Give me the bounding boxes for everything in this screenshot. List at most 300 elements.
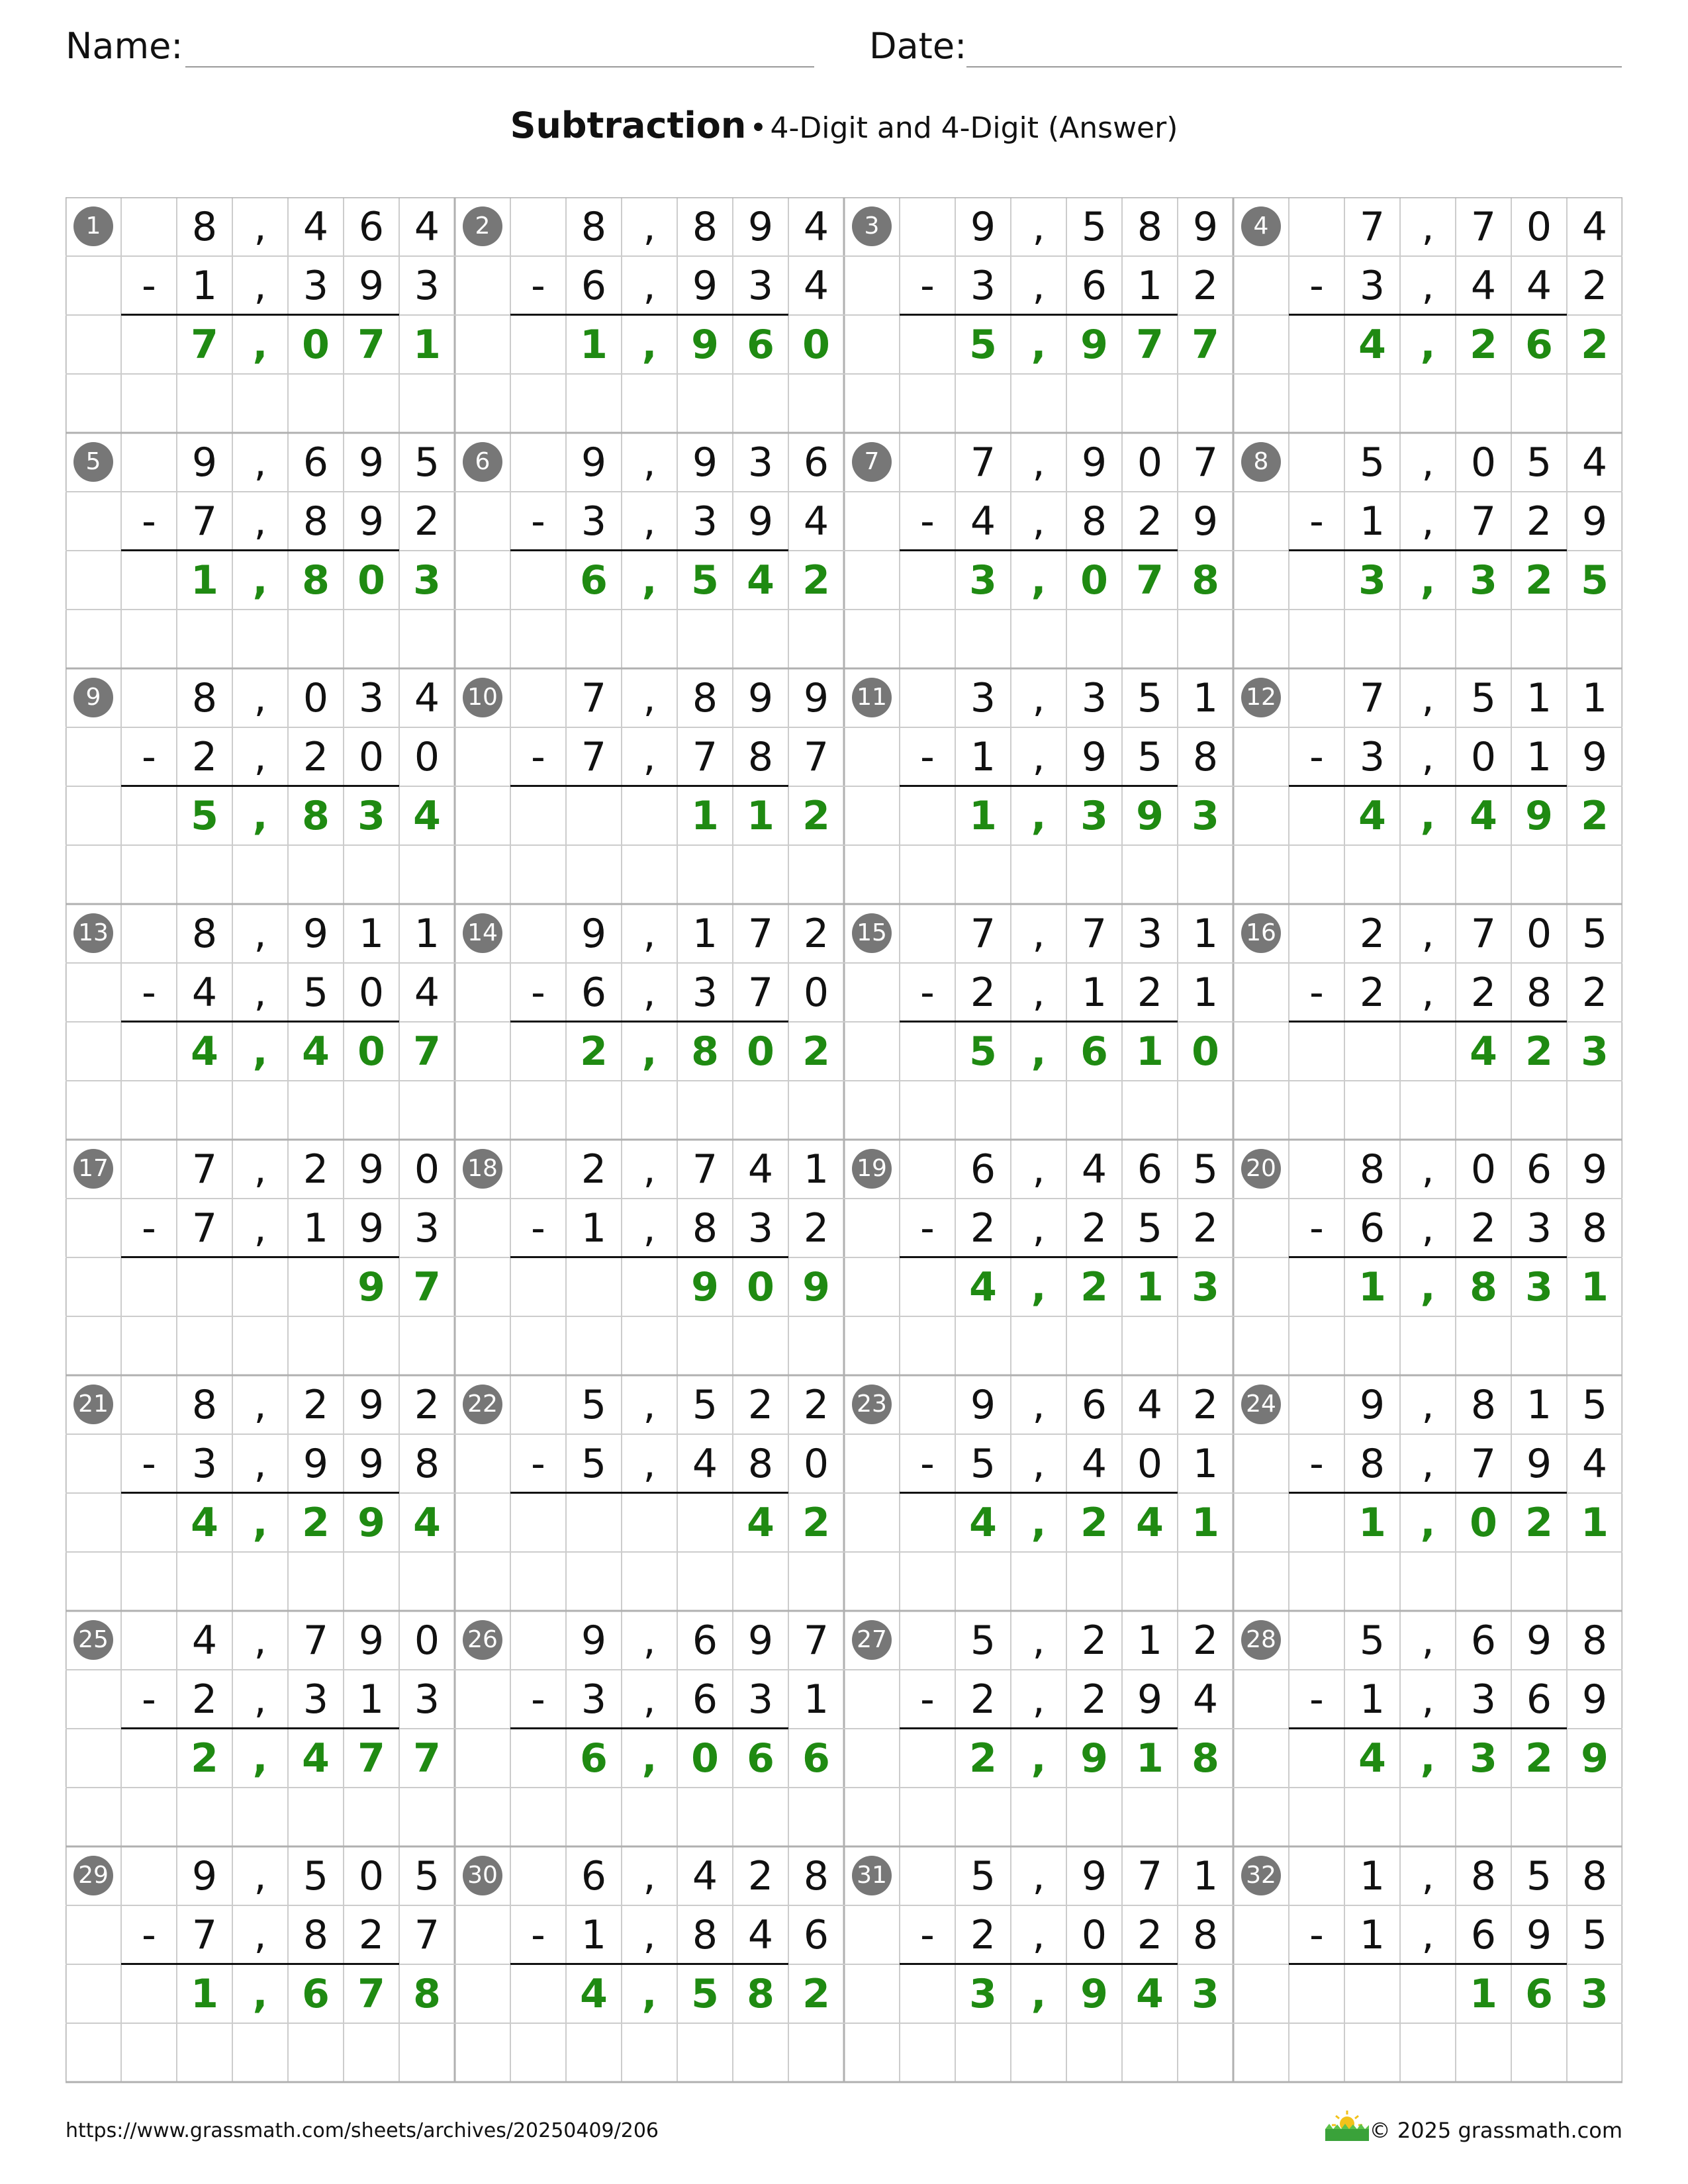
minuend-digit: 9 (1359, 1381, 1385, 1428)
subtrahend-digit: 1 (1081, 969, 1107, 1016)
minuend-digit: 9 (1192, 203, 1219, 250)
answer-digit: 2 (1581, 792, 1609, 839)
subtrahend-digit: , (1032, 262, 1045, 309)
answer-digit: , (1420, 1499, 1436, 1546)
subtrahend-digit: 1 (358, 1676, 385, 1723)
subtrahend-digit: 3 (581, 498, 607, 545)
subtrahend-digit: 4 (1470, 262, 1497, 309)
problem-number-badge: 29 (73, 1856, 113, 1895)
subtrahend-digit: 6 (1359, 1205, 1385, 1251)
minuend-digit: , (1421, 1146, 1434, 1193)
answer-digit: 1 (1136, 1028, 1164, 1075)
minus-sign: - (531, 1440, 545, 1487)
minuend-digit: 7 (1137, 1852, 1163, 1899)
subtrahend-digit: 7 (191, 1911, 218, 1958)
subtrahend-digit: 3 (692, 498, 718, 545)
subtrahend-digit: 2 (358, 1911, 385, 1958)
subtrahend-digit: 9 (1581, 498, 1608, 545)
subtrahend-digit: 3 (692, 969, 718, 1016)
minuend-digit: 8 (581, 203, 607, 250)
minuend-digit: 3 (970, 674, 996, 721)
minuend-digit: 6 (692, 1617, 718, 1664)
answer-digit: 2 (802, 557, 830, 604)
minuend-digit: 8 (692, 674, 718, 721)
minus-sign: - (142, 262, 156, 309)
answer-digit: 9 (802, 1263, 830, 1310)
minuend-digit: 5 (1359, 1617, 1385, 1664)
minuend-digit: , (254, 910, 267, 957)
minuend-digit: 0 (1470, 1146, 1497, 1193)
subtrahend-digit: 1 (803, 1676, 829, 1723)
minus-sign: - (142, 498, 156, 545)
subtrahend-digit: 6 (581, 262, 607, 309)
minuend-digit: 5 (1137, 674, 1163, 721)
answer-digit: 9 (691, 321, 719, 368)
minuend-digit: 9 (358, 439, 385, 486)
minuend-digit: 1 (1192, 674, 1219, 721)
problem-number-badge: 2 (463, 206, 502, 246)
minuend-digit: 8 (1581, 1852, 1608, 1899)
subtrahend-digit: 8 (1581, 1205, 1608, 1251)
minuend-digit: 2 (581, 1146, 607, 1193)
minus-sign: - (1309, 1205, 1324, 1251)
subtrahend-digit: 3 (970, 262, 996, 309)
answer-digit: 1 (1136, 1735, 1164, 1782)
subtrahend-digit: 0 (358, 733, 385, 780)
subtrahend-digit: 0 (803, 1440, 829, 1487)
subtrahend-digit: , (1032, 1676, 1045, 1723)
subtrahend-digit: 2 (970, 1911, 996, 1958)
problem-number-badge: 20 (1241, 1149, 1281, 1189)
problem-number-badge: 17 (73, 1149, 113, 1189)
answer-digit: 1 (1358, 1263, 1386, 1310)
subtrahend-digit: 7 (1470, 1440, 1497, 1487)
subtrahend-digit: 2 (1470, 1205, 1497, 1251)
answer-digit: 5 (969, 321, 997, 368)
title-separator: • (749, 111, 767, 145)
minuend-digit: , (1032, 439, 1045, 486)
subtrahend-digit: 2 (1581, 262, 1608, 309)
subtrahend-digit: 9 (747, 498, 774, 545)
subtrahend-digit: 8 (303, 498, 329, 545)
answer-digit: 3 (1581, 1970, 1609, 2017)
minuend-digit: 7 (581, 674, 607, 721)
minuend-digit: , (1032, 910, 1045, 957)
subtrahend-digit: , (1421, 1676, 1434, 1723)
problem-number-badge: 16 (1241, 913, 1281, 953)
minus-sign: - (920, 733, 935, 780)
answer-digit: 2 (802, 1028, 830, 1075)
minuend-digit: 1 (1581, 674, 1608, 721)
subtrahend-digit: 1 (581, 1911, 607, 1958)
minuend-digit: 6 (803, 439, 829, 486)
minuend-digit: , (1032, 203, 1045, 250)
minuend-digit: 0 (1137, 439, 1163, 486)
subtrahend-digit: 4 (1526, 262, 1552, 309)
minuend-digit: 6 (1526, 1146, 1552, 1193)
answer-digit: 0 (357, 1028, 385, 1075)
answer-digit: , (252, 1735, 268, 1782)
answer-digit: 2 (1525, 1735, 1553, 1782)
minuend-digit: 7 (1359, 674, 1385, 721)
minuend-digit: 7 (803, 1617, 829, 1664)
answer-digit: 6 (1525, 1970, 1553, 2017)
minus-sign: - (531, 262, 545, 309)
minuend-digit: 8 (1137, 203, 1163, 250)
answer-digit: 8 (302, 557, 330, 604)
answer-digit: 6 (302, 1970, 330, 2017)
subtrahend-digit: 2 (1137, 498, 1163, 545)
problem-number-badge: 10 (463, 678, 502, 717)
subtrahend-digit: 7 (747, 969, 774, 1016)
subtrahend-digit: 9 (358, 262, 385, 309)
subtrahend-digit: , (254, 1440, 267, 1487)
date-label: Date: (869, 25, 967, 67)
minuend-digit: 5 (1526, 439, 1552, 486)
answer-digit: 7 (413, 1735, 441, 1782)
minuend-digit: 8 (1470, 1852, 1497, 1899)
answer-digit: 9 (1581, 1735, 1609, 1782)
subtrahend-digit: 8 (1192, 733, 1219, 780)
answer-digit: 4 (1358, 321, 1386, 368)
subtrahend-digit: , (643, 262, 656, 309)
answer-digit: , (641, 321, 657, 368)
minuend-digit: 5 (303, 1852, 329, 1899)
subtrahend-digit: 1 (581, 1205, 607, 1251)
problem-number-badge: 15 (852, 913, 892, 953)
subtrahend-digit: , (1421, 1440, 1434, 1487)
answer-digit: 4 (580, 1970, 608, 2017)
problem-number-badge: 28 (1241, 1620, 1281, 1660)
name-label: Name: (66, 25, 183, 67)
subtrahend-digit: , (643, 1440, 656, 1487)
subtrahend-digit: 3 (414, 1205, 440, 1251)
answer-digit: 3 (1358, 557, 1386, 604)
problem-number-badge: 9 (73, 678, 113, 717)
minuend-digit: 2 (303, 1146, 329, 1193)
minuend-digit: 8 (1359, 1146, 1385, 1193)
subtrahend-digit: , (1032, 1205, 1045, 1251)
answer-digit: 5 (1581, 557, 1609, 604)
subtrahend-digit: 6 (692, 1676, 718, 1723)
subtrahend-digit: 7 (414, 1911, 440, 1958)
answer-digit: 0 (747, 1028, 774, 1075)
subtrahend-digit: 1 (191, 262, 218, 309)
answer-digit: 4 (1136, 1970, 1164, 2017)
subtrahend-digit: 2 (1137, 1911, 1163, 1958)
minuend-digit: , (1421, 1617, 1434, 1664)
subtrahend-digit: 3 (747, 1676, 774, 1723)
subtrahend-digit: 2 (303, 733, 329, 780)
answer-digit: 2 (302, 1499, 330, 1546)
subtrahend-digit: 4 (414, 969, 440, 1016)
footer-copyright: © 2025 grassmath.com (1369, 2118, 1622, 2143)
minuend-digit: 5 (1581, 910, 1608, 957)
footer-url[interactable]: https://www.grassmath.com/sheets/archives/20250409/206 (66, 2119, 659, 2142)
minuend-digit: 0 (1470, 439, 1497, 486)
minus-sign: - (920, 498, 935, 545)
answer-digit: 7 (1136, 557, 1164, 604)
minuend-digit: 4 (191, 1617, 218, 1664)
subtrahend-digit: , (1421, 733, 1434, 780)
subtrahend-digit: 2 (1359, 969, 1385, 1016)
minuend-digit: , (643, 674, 656, 721)
problem-number-badge: 4 (1241, 206, 1281, 246)
subtrahend-digit: 5 (581, 1440, 607, 1487)
minuend-digit: , (254, 439, 267, 486)
title-main: Subtraction (510, 105, 747, 146)
answer-digit: 2 (191, 1735, 218, 1782)
answer-digit: 0 (691, 1735, 719, 1782)
minus-sign: - (531, 969, 545, 1016)
minuend-digit: 9 (358, 1617, 385, 1664)
answer-digit: 8 (1192, 557, 1219, 604)
minuend-digit: , (254, 674, 267, 721)
answer-digit: , (1031, 1028, 1047, 1075)
subtrahend-digit: 9 (358, 498, 385, 545)
problem-number-badge: 26 (463, 1620, 502, 1660)
subtrahend-digit: 9 (1192, 498, 1219, 545)
subtrahend-digit: 1 (1137, 262, 1163, 309)
subtrahend-digit: 5 (970, 1440, 996, 1487)
minuend-digit: 9 (191, 1852, 218, 1899)
subtrahend-digit: 8 (747, 733, 774, 780)
answer-digit: 2 (1080, 1499, 1108, 1546)
subtrahend-digit: 0 (803, 969, 829, 1016)
subtrahend-digit: 9 (1526, 1440, 1552, 1487)
answer-digit: 5 (969, 1028, 997, 1075)
answer-digit: 5 (691, 557, 719, 604)
minuend-digit: 5 (1081, 203, 1107, 250)
minus-sign: - (142, 1440, 156, 1487)
answer-digit: 7 (1136, 321, 1164, 368)
answer-digit: 1 (691, 792, 719, 839)
answer-digit: 1 (580, 321, 608, 368)
minuend-digit: 0 (303, 674, 329, 721)
minuend-digit: 5 (1359, 439, 1385, 486)
minuend-digit: 4 (692, 1852, 718, 1899)
subtrahend-digit: 2 (1081, 1205, 1107, 1251)
subtrahend-digit: , (1032, 733, 1045, 780)
answer-digit: , (252, 1970, 268, 2017)
subtrahend-digit: 8 (1192, 1911, 1219, 1958)
subtrahend-digit: 8 (692, 1911, 718, 1958)
minuend-digit: , (643, 439, 656, 486)
minuend-digit: 2 (1192, 1381, 1219, 1428)
subtrahend-digit: 9 (692, 262, 718, 309)
minuend-digit: 7 (692, 1146, 718, 1193)
minus-sign: - (142, 1205, 156, 1251)
date-line[interactable] (966, 66, 1622, 68)
answer-digit: 2 (1581, 321, 1609, 368)
answer-digit: 1 (747, 792, 774, 839)
answer-digit: , (252, 321, 268, 368)
subtrahend-digit: 7 (191, 1205, 218, 1251)
subtrahend-digit: 2 (191, 1676, 218, 1723)
answer-digit: 9 (1080, 321, 1108, 368)
answer-digit: , (1420, 1263, 1436, 1310)
answer-digit: 8 (1470, 1263, 1497, 1310)
answer-digit: 3 (969, 1970, 997, 2017)
subtrahend-digit: , (1421, 498, 1434, 545)
minuend-digit: 1 (692, 910, 718, 957)
answer-digit: 3 (1192, 1263, 1219, 1310)
minuend-digit: 7 (1470, 910, 1497, 957)
answer-digit: 4 (1358, 1735, 1386, 1782)
minuend-digit: 7 (303, 1617, 329, 1664)
subtrahend-digit: , (1421, 1205, 1434, 1251)
subtrahend-digit: 0 (414, 733, 440, 780)
answer-digit: 6 (747, 1735, 774, 1782)
minuend-digit: 2 (414, 1381, 440, 1428)
minuend-digit: 5 (970, 1852, 996, 1899)
minuend-digit: 5 (692, 1381, 718, 1428)
answer-digit: 2 (1080, 1263, 1108, 1310)
minuend-digit: 8 (1470, 1381, 1497, 1428)
answer-digit: 0 (302, 321, 330, 368)
minuend-digit: 9 (581, 439, 607, 486)
minuend-digit: , (1421, 1381, 1434, 1428)
minuend-digit: 2 (747, 1381, 774, 1428)
subtrahend-digit: 8 (1081, 498, 1107, 545)
subtrahend-digit: , (643, 733, 656, 780)
answer-digit: 1 (413, 321, 441, 368)
minuend-digit: 9 (1526, 1617, 1552, 1664)
minuend-digit: 0 (414, 1146, 440, 1193)
answer-digit: , (1031, 1499, 1047, 1546)
answer-digit: 3 (1192, 1970, 1219, 2017)
answer-digit: , (252, 792, 268, 839)
subtrahend-digit: 2 (970, 969, 996, 1016)
problem-number-badge: 6 (463, 442, 502, 482)
subtrahend-digit: 3 (414, 1676, 440, 1723)
subtrahend-digit: 3 (1359, 262, 1385, 309)
subtrahend-digit: 6 (1470, 1911, 1497, 1958)
subtrahend-digit: , (643, 1911, 656, 1958)
answer-digit: 4 (969, 1263, 997, 1310)
minus-sign: - (920, 969, 935, 1016)
subtrahend-digit: 8 (303, 1911, 329, 1958)
answer-digit: 4 (969, 1499, 997, 1546)
answer-digit: , (252, 1028, 268, 1075)
subtrahend-digit: , (643, 969, 656, 1016)
minus-sign: - (1309, 1676, 1324, 1723)
subtrahend-digit: 7 (803, 733, 829, 780)
answer-digit: 7 (357, 1735, 385, 1782)
minuend-digit: 9 (1581, 1146, 1608, 1193)
minuend-digit: 4 (1581, 203, 1608, 250)
problem-number-badge: 21 (73, 1385, 113, 1424)
worksheet-title (0, 105, 1688, 146)
answer-digit: 9 (1136, 792, 1164, 839)
minuend-digit: 9 (1081, 1852, 1107, 1899)
subtrahend-digit: 7 (692, 733, 718, 780)
minuend-digit: 7 (191, 1146, 218, 1193)
subtrahend-digit: 3 (747, 262, 774, 309)
answer-digit: 4 (1470, 1028, 1497, 1075)
answer-digit: , (641, 1970, 657, 2017)
minuend-digit: 1 (803, 1146, 829, 1193)
subtrahend-digit: 4 (191, 969, 218, 1016)
subtrahend-digit: 3 (747, 1205, 774, 1251)
problem-number-badge: 22 (463, 1385, 502, 1424)
answer-digit: 1 (1581, 1499, 1609, 1546)
answer-digit: , (1031, 1735, 1047, 1782)
answer-digit: 7 (413, 1263, 441, 1310)
subtrahend-digit: 0 (358, 969, 385, 1016)
subtrahend-digit: 0 (1470, 733, 1497, 780)
answer-digit: , (1031, 557, 1047, 604)
minus-sign: - (531, 1205, 545, 1251)
problem-number-badge: 27 (852, 1620, 892, 1660)
minuend-digit: 4 (803, 203, 829, 250)
answer-digit: 2 (1470, 321, 1497, 368)
subtrahend-digit: 5 (303, 969, 329, 1016)
minuend-digit: 6 (581, 1852, 607, 1899)
subtrahend-digit: , (643, 1676, 656, 1723)
problem-number-badge: 24 (1241, 1385, 1281, 1424)
subtrahend-digit: 0 (1137, 1440, 1163, 1487)
answer-digit: , (1031, 321, 1047, 368)
minuend-digit: , (254, 1381, 267, 1428)
answer-digit: 5 (191, 792, 218, 839)
answer-digit: 2 (1525, 1028, 1553, 1075)
minus-sign: - (1309, 1911, 1324, 1958)
subtrahend-digit: , (254, 262, 267, 309)
subtrahend-digit: 9 (1526, 1911, 1552, 1958)
minus-sign: - (1309, 262, 1324, 309)
answer-digit: , (1031, 1263, 1047, 1310)
name-line[interactable] (185, 66, 814, 68)
answer-digit: 6 (580, 557, 608, 604)
minuend-digit: , (1421, 203, 1434, 250)
problem-grid (66, 197, 1622, 2087)
answer-digit: , (1420, 1735, 1436, 1782)
subtrahend-digit: 8 (692, 1205, 718, 1251)
minuend-digit: 7 (1081, 910, 1107, 957)
minuend-digit: 2 (303, 1381, 329, 1428)
minuend-digit: 2 (1359, 910, 1385, 957)
answer-digit: 7 (1192, 321, 1219, 368)
answer-digit: , (1420, 792, 1436, 839)
minus-sign: - (1309, 498, 1324, 545)
answer-digit: 1 (1136, 1263, 1164, 1310)
subtrahend-digit: 1 (1192, 1440, 1219, 1487)
minuend-digit: 5 (414, 439, 440, 486)
subtrahend-digit: 3 (191, 1440, 218, 1487)
minuend-digit: 7 (1192, 439, 1219, 486)
answer-digit: 7 (357, 1970, 385, 2017)
subtrahend-digit: 9 (303, 1440, 329, 1487)
minuend-digit: 1 (1526, 674, 1552, 721)
answer-digit: 4 (747, 1499, 774, 1546)
answer-digit: 3 (1525, 1263, 1553, 1310)
answer-digit: 4 (747, 557, 774, 604)
problem-number-badge: 13 (73, 913, 113, 953)
answer-digit: 3 (969, 557, 997, 604)
minuend-digit: 2 (747, 1852, 774, 1899)
subtrahend-digit: 8 (747, 1440, 774, 1487)
subtrahend-digit: , (1032, 969, 1045, 1016)
subtrahend-digit: 5 (1137, 733, 1163, 780)
answer-digit: , (1420, 321, 1436, 368)
subtrahend-digit: 4 (692, 1440, 718, 1487)
minuend-digit: 0 (1526, 203, 1552, 250)
minus-sign: - (142, 733, 156, 780)
minuend-digit: 6 (358, 203, 385, 250)
problem-number-badge: 32 (1241, 1856, 1281, 1895)
minuend-digit: 3 (358, 674, 385, 721)
